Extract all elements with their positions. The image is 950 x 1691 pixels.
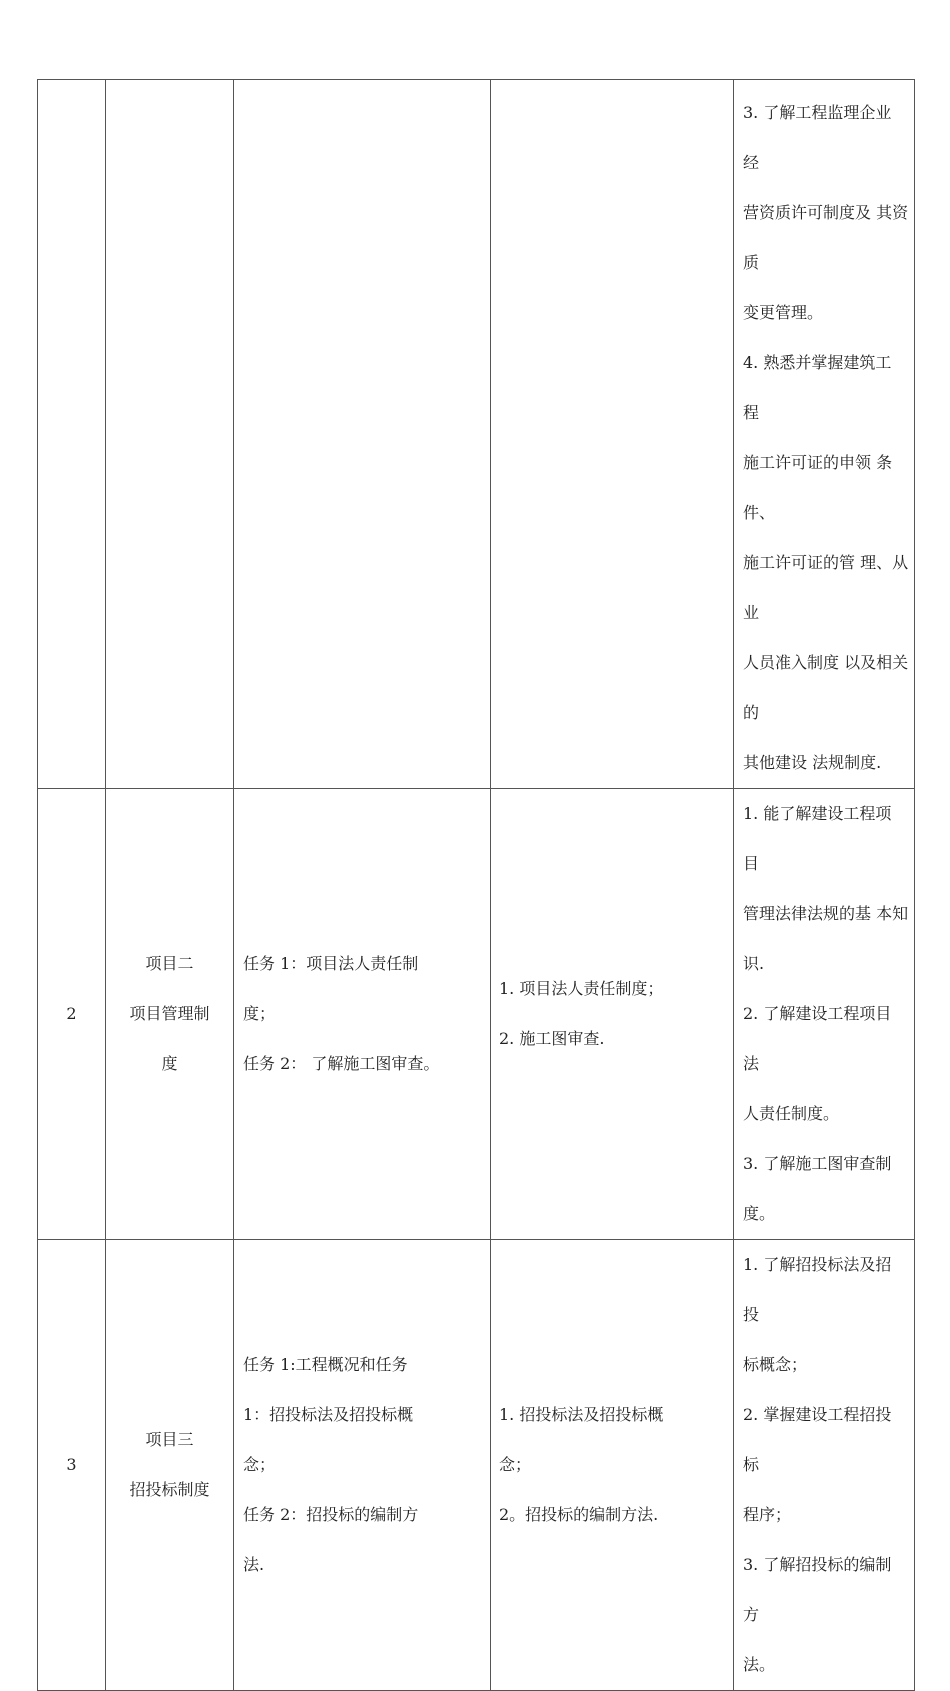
row-number-cell: [38, 1240, 106, 1691]
goal-line: 营资质许可制度及 其资质: [743, 203, 909, 272]
project-cell: [106, 789, 234, 1240]
content-line: 1. 招投标法及招投标概: [499, 1405, 664, 1424]
course-table: [37, 79, 915, 1691]
goal-line: 1. 能了解建设工程项 目: [743, 804, 892, 873]
goals-cell: [734, 80, 915, 789]
content-line: 2. 施工图审查.: [499, 1029, 605, 1048]
table-row: [38, 80, 915, 789]
project-cell: [106, 80, 234, 789]
project-cell: [106, 1240, 234, 1691]
content-cell: [491, 80, 734, 789]
task-line: 念；: [243, 1455, 276, 1474]
task-line: 1：招投标法及招投标概: [243, 1405, 414, 1424]
row-number-cell: [38, 789, 106, 1240]
row-number: 2: [66, 1004, 77, 1023]
row-number: 3: [66, 1455, 77, 1474]
goal-line: 识.: [743, 954, 765, 973]
tasks-cell: [234, 789, 491, 1240]
goal-line: 3. 了解工程监理企业 经: [743, 103, 892, 172]
goal-line: 其他建设 法规制度.: [743, 753, 882, 772]
goal-line: 2. 掌握建设工程招投 标: [743, 1405, 892, 1474]
tasks-cell: [234, 1240, 491, 1691]
goal-line: 程序；: [743, 1505, 792, 1524]
task-line: 任务 1:工程概况和任务: [243, 1355, 408, 1374]
content-cell: [491, 789, 734, 1240]
project-line: 项目三: [145, 1430, 194, 1449]
goal-line: 施工许可证的管 理、从业: [743, 553, 909, 622]
goal-line: 法。: [743, 1655, 776, 1674]
content-line: 念；: [499, 1455, 532, 1474]
project-line: 招投标制度: [129, 1480, 210, 1499]
task-line: 法.: [243, 1555, 265, 1574]
goal-line: 标概念；: [743, 1355, 808, 1374]
table-row: [38, 1240, 915, 1691]
goal-line: 2. 了解建设工程项目 法: [743, 1004, 892, 1073]
tasks-cell: [234, 80, 491, 789]
goals-cell: [734, 1240, 915, 1691]
goal-line: 人责任制度。: [743, 1104, 840, 1123]
task-line: 任务 2： 了解施工图审查。: [243, 1054, 440, 1073]
goal-line: 4. 熟悉并掌握建筑工 程: [743, 353, 892, 422]
task-line: 任务 2：招投标的编制方: [243, 1505, 419, 1524]
task-line: 度；: [243, 1004, 276, 1023]
goal-line: 人员准入制度 以及相关的: [743, 653, 909, 722]
goal-line: 3. 了解施工图审查制: [743, 1154, 892, 1173]
task-line: 任务 1：项目法人责任制: [243, 954, 419, 973]
goal-line: 1. 了解招投标法及招 投: [743, 1255, 892, 1324]
project-line: 度: [161, 1054, 178, 1073]
row-number-cell: [38, 80, 106, 789]
content-cell: [491, 1240, 734, 1691]
goal-line: 度。: [743, 1204, 776, 1223]
goal-line: 变更管理。: [743, 303, 824, 322]
table-row: [38, 789, 915, 1240]
project-line: 项目管理制: [129, 1004, 210, 1023]
goals-cell: [734, 789, 915, 1240]
content-line: 1. 项目法人责任制度；: [499, 979, 664, 998]
goal-line: 管理法律法规的基 本知: [743, 904, 909, 923]
project-line: 项目二: [145, 954, 194, 973]
content-line: 2。招投标的编制方法.: [499, 1505, 659, 1524]
goal-line: 3. 了解招投标的编制 方: [743, 1555, 892, 1624]
goal-line: 施工许可证的申领 条件、: [743, 453, 893, 522]
